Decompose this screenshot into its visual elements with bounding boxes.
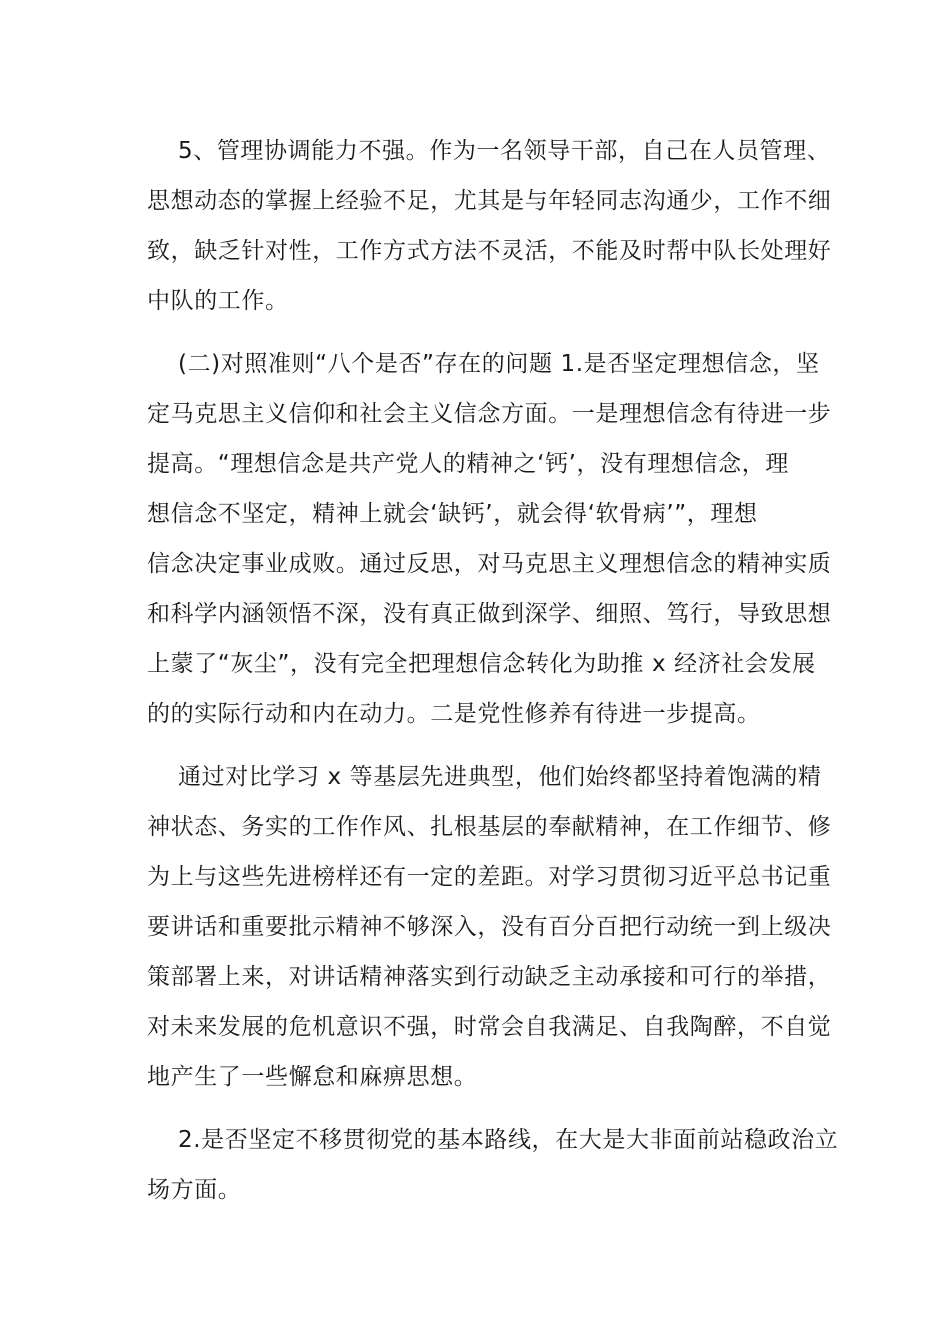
paragraph-3-line-6: 对未来发展的危机意识不强，时常会自我满足、自我陶醉，不自觉	[147, 1014, 832, 1040]
paragraph-1-line-3: 致，缺乏针对性，工作方式方法不灵活，不能及时帮中队长处理好	[147, 238, 832, 264]
paragraph-2-line-1: (二)对照准则“八个是否”存在的问题 1.是否坚定理想信念，坚	[178, 351, 820, 377]
paragraph-2-line-8: 的的实际行动和内在动力。二是党性修养有待进一步提高。	[147, 701, 761, 727]
paragraph-4-line-1: 2.是否坚定不移贯彻党的基本路线，在大是大非面前站稳政治立	[178, 1127, 839, 1153]
paragraph-2-line-6: 和科学内涵领悟不深，没有真正做到深学、细照、笃行，导致思想	[147, 601, 832, 627]
paragraph-4-line-2: 场方面。	[147, 1177, 242, 1203]
paragraph-2-line-2: 定马克思主义信仰和社会主义信念方面。一是理想信念有待进一步	[147, 401, 832, 427]
paragraph-2-line-5: 信念决定事业成败。通过反思，对马克思主义理想信念的精神实质	[147, 551, 832, 577]
paragraph-2-line-4: 想信念不坚定，精神上就会‘缺钙’，就会得‘软骨病’”，理想	[147, 501, 758, 527]
paragraph-1-line-2: 思想动态的掌握上经验不足，尤其是与年轻同志沟通少，工作不细	[147, 188, 832, 214]
paragraph-2-line-7: 上蒙了“灰尘”，没有完全把理想信念转化为助推 x 经济社会发展	[147, 651, 816, 677]
paragraph-3-line-4: 要讲话和重要批示精神不够深入，没有百分百把行动统一到上级决	[147, 914, 832, 940]
paragraph-3-line-1: 通过对比学习 x 等基层先进典型，他们始终都坚持着饱满的精	[178, 764, 822, 790]
paragraph-3-line-5: 策部署上来，对讲话精神落实到行动缺乏主动承接和可行的举措，	[147, 964, 832, 990]
paragraph-3-line-3: 为上与这些先进榜样还有一定的差距。对学习贯彻习近平总书记重	[147, 864, 832, 890]
paragraph-3-line-2: 神状态、务实的工作作风、扎根基层的奉献精神，在工作细节、修	[147, 814, 832, 840]
paragraph-2-line-3: 提高。“理想信念是共产党人的精神之‘钙’，没有理想信念，理	[147, 451, 789, 477]
paragraph-3-line-7: 地产生了一些懈怠和麻痹思想。	[147, 1064, 478, 1090]
paragraph-1-line-1: 5、管理协调能力不强。作为一名领导干部，自己在人员管理、	[178, 138, 831, 164]
paragraph-1-line-4: 中队的工作。	[147, 288, 289, 314]
